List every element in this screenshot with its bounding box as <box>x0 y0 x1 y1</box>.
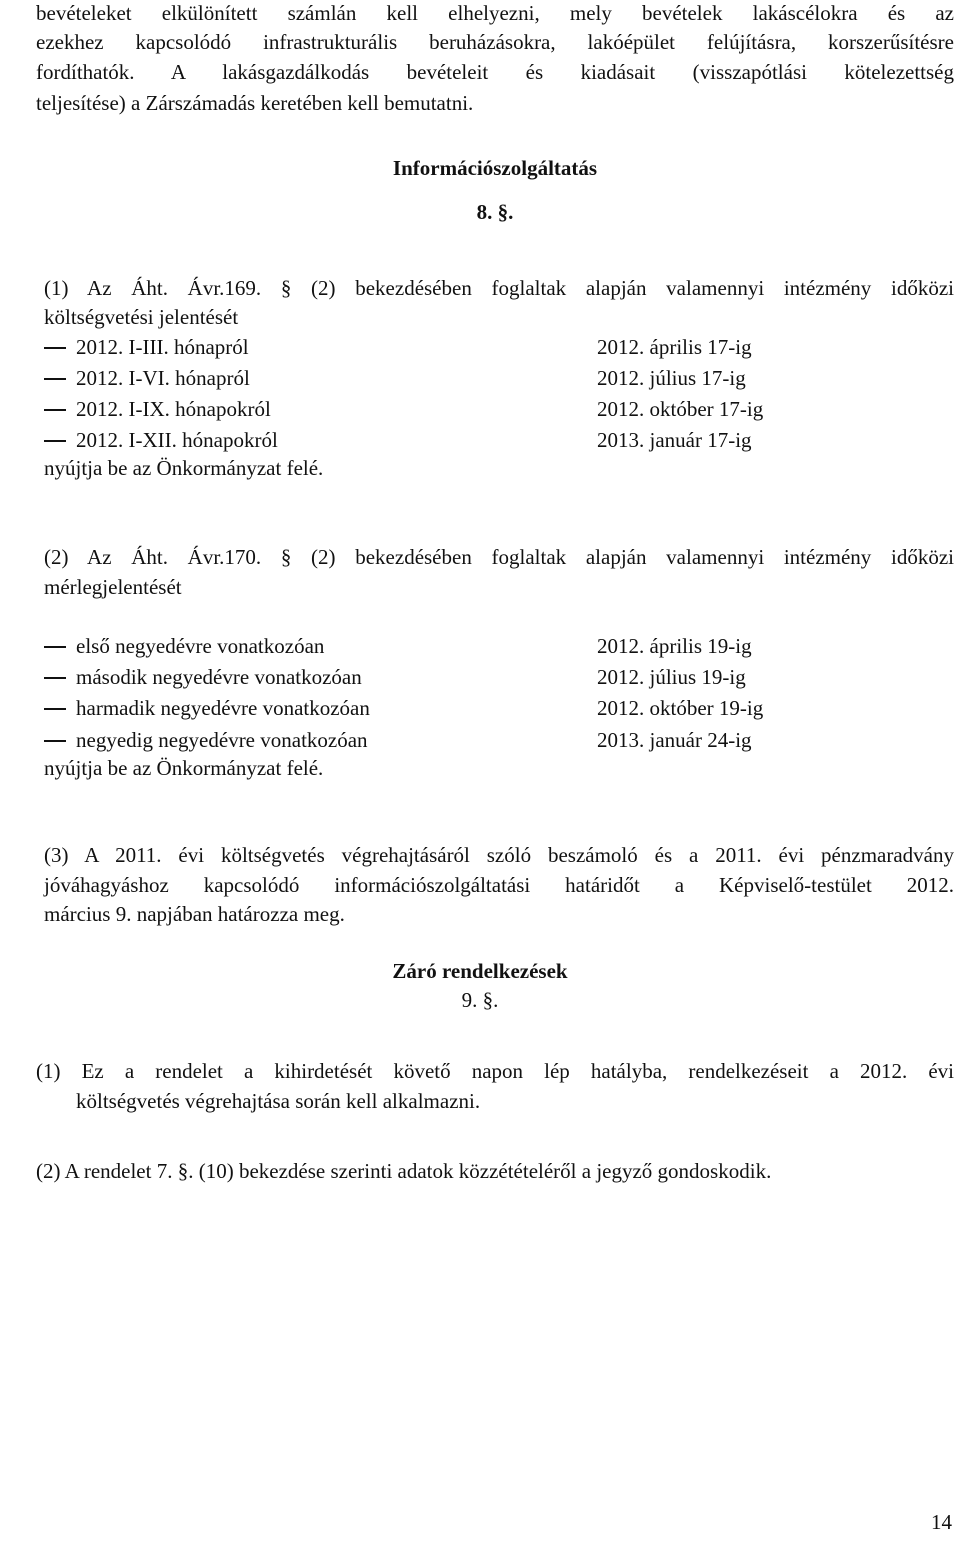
list-item-date: 2012. október 19-ig <box>597 696 764 720</box>
list-item-label: első negyedévre vonatkozóan <box>76 634 325 658</box>
section-title-information: Információszolgáltatás <box>392 156 598 180</box>
list-item-label: negyedig negyedévre vonatkozóan <box>76 728 368 752</box>
dash-bullet <box>44 378 66 380</box>
dash-bullet <box>44 440 66 442</box>
para2-closing: nyújtja be az Önkormányzat felé. <box>44 756 324 780</box>
list-item-date: 2012. április 17-ig <box>597 335 752 359</box>
para1-line-1: (1) Az Áht. Ávr.169. § (2) bekezdésében foglaltak alapján valamennyi intézmény időközi <box>44 276 954 300</box>
section-number-8: 8. §. <box>476 200 514 224</box>
section-number-9: 9. §. <box>461 988 499 1012</box>
para3-line-2: jóváhagyáshoz kapcsolódó információszolgáltatási határidőt a Képviselő-testület 2012. <box>44 873 954 897</box>
list-item-date: 2012. október 17-ig <box>597 397 764 421</box>
para2-line-2: mérlegjelentését <box>44 575 182 599</box>
para1-line-2: költségvetési jelentését <box>44 305 239 329</box>
list-item-date: 2012. április 19-ig <box>597 634 752 658</box>
list-item-date: 2012. július 17-ig <box>597 366 746 390</box>
section-title-final-provisions: Záró rendelkezések <box>392 959 568 983</box>
intro-line-2: ezekhez kapcsolódó infrastrukturális beruházásokra, lakóépület felújításra, korszerűsítésre <box>36 30 954 54</box>
dash-bullet <box>44 708 66 710</box>
list-item-label: 2012. I-III. hónapról <box>76 335 249 359</box>
list-item-label: második negyedévre vonatkozóan <box>76 665 362 689</box>
intro-line-4: teljesítése) a Zárszámadás keretében kell bemutatni. <box>36 91 474 115</box>
list-item-date: 2013. január 24-ig <box>597 728 752 752</box>
page-number: 14 <box>931 1510 952 1534</box>
list-item-label: harmadik negyedévre vonatkozóan <box>76 696 370 720</box>
para2-line-1: (2) Az Áht. Ávr.170. § (2) bekezdésében foglaltak alapján valamennyi intézmény időközi <box>44 545 954 569</box>
list-item-label: 2012. I-IX. hónapokról <box>76 397 271 421</box>
dash-bullet <box>44 409 66 411</box>
final1-line-1: (1) Ez a rendelet a kihirdetését követő napon lép hatályba, rendelkezéseit a 2012. évi <box>36 1059 954 1083</box>
dash-bullet <box>44 740 66 742</box>
para3-line-1: (3) A 2011. évi költségvetés végrehajtásáról szóló beszámoló és a 2011. évi pénzmaradvány <box>44 843 954 867</box>
final2-line-1: (2) A rendelet 7. §. (10) bekezdése szerinti adatok közzétételéről a jegyző gondoskodik. <box>36 1159 772 1183</box>
intro-line-3: fordíthatók. A lakásgazdálkodás bevételeit és kiadásait (visszapótlási kötelezettség <box>36 60 954 84</box>
list-item-label: 2012. I-XII. hónapokról <box>76 428 278 452</box>
list-item-date: 2012. július 19-ig <box>597 665 746 689</box>
final1-line-2: költségvetés végrehajtása során kell alkalmazni. <box>76 1089 481 1113</box>
para1-closing: nyújtja be az Önkormányzat felé. <box>44 456 324 480</box>
dash-bullet <box>44 646 66 648</box>
dash-bullet <box>44 677 66 679</box>
intro-line-1: bevételeket elkülönített számlán kell elhelyezni, mely bevételek lakáscélokra és az <box>36 1 954 25</box>
list-item-date: 2013. január 17-ig <box>597 428 752 452</box>
list-item-label: 2012. I-VI. hónapról <box>76 366 250 390</box>
dash-bullet <box>44 347 66 349</box>
para3-line-3: március 9. napjában határozza meg. <box>44 902 345 926</box>
